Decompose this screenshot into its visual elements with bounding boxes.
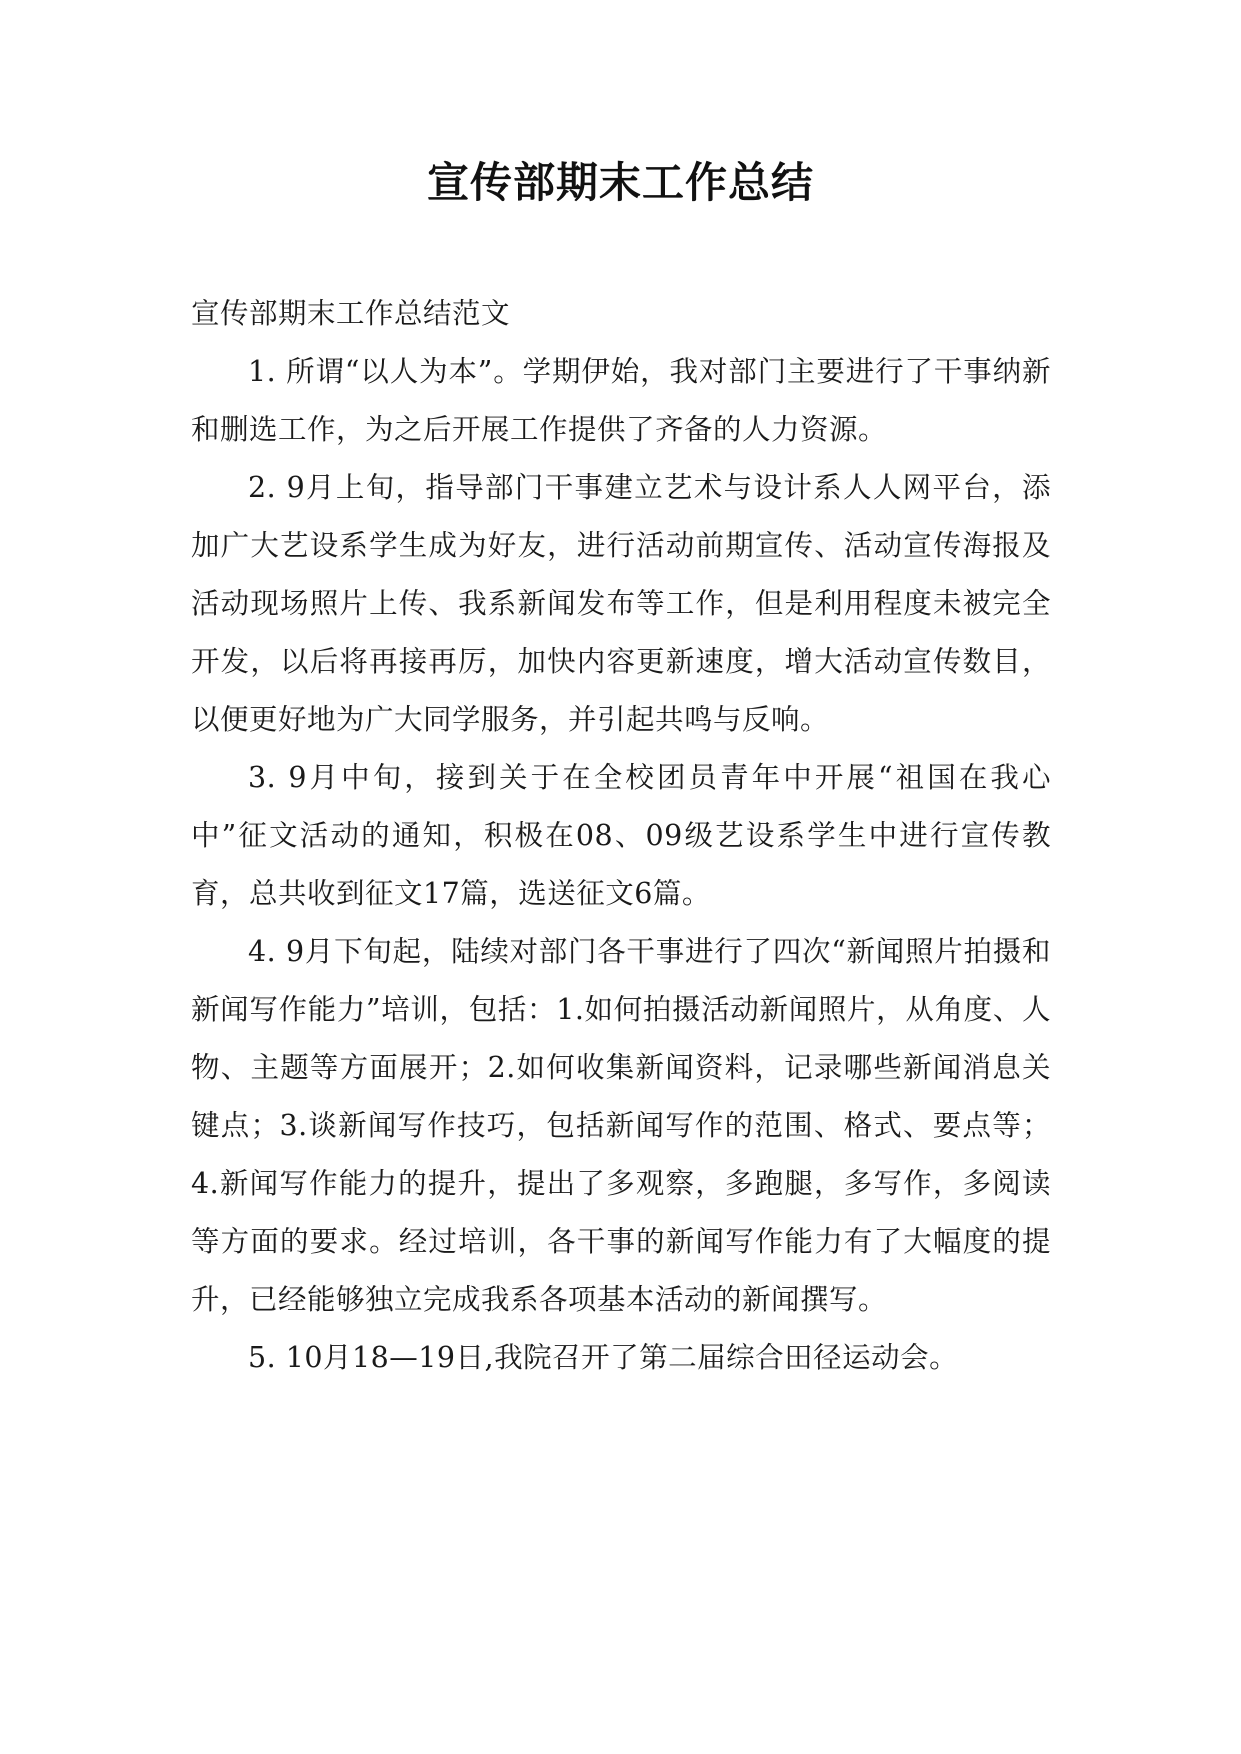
paragraph-1: 1. 所谓“以人为本”。学期伊始，我对部门主要进行了干事纳新和删选工作，为之后开展工作提供了齐备的人力资源。 <box>191 355 1051 446</box>
document-body <box>191 285 1051 1387</box>
document-title: 宣传部期末工作总结 <box>426 158 814 207</box>
document-subtitle: 宣传部期末工作总结范文 <box>191 297 511 330</box>
paragraph-3: 3. 9月中旬，接到关于在全校团员青年中开展“祖国在我心中”征文活动的通知，积极在08、09级艺设系学生中进行宣传教育，总共收到征文17篇，选送征文6篇。 <box>191 761 1051 910</box>
paragraph-2: 2. 9月上旬，指导部门干事建立艺术与设计系人人网平台，添加广大艺设系学生成为好友，进行活动前期宣传、活动宣传海报及活动现场照片上传、我系新闻发布等工作，但是利用程度未被完全开发，以后将再接再厉，加快内容更新速度，增大活动宣传数目，以便更好地为广大同学服务，并引起共鸣与反响。 <box>191 471 1051 736</box>
paragraph-5: 5. 10月18—19日,我院召开了第二届综合田径运动会。 <box>248 1341 959 1374</box>
paragraph-4: 4. 9月下旬起，陆续对部门各干事进行了四次“新闻照片拍摄和新闻写作能力”培训，包括：1.如何拍摄活动新闻照片，从角度、人物、主题等方面展开；2.如何收集新闻资料，记录哪些新闻消息关键点；3.谈新闻写作技巧，包括新闻写作的范围、格式、要点等；4.新闻写作能力的提升，提出了多观察，多跑腿，多写作，多阅读等方面的要求。经过培训，各干事的新闻写作能力有了大幅度的提升，已经能够独立完成我系各项基本活动的新闻撰写。 <box>191 935 1051 1316</box>
